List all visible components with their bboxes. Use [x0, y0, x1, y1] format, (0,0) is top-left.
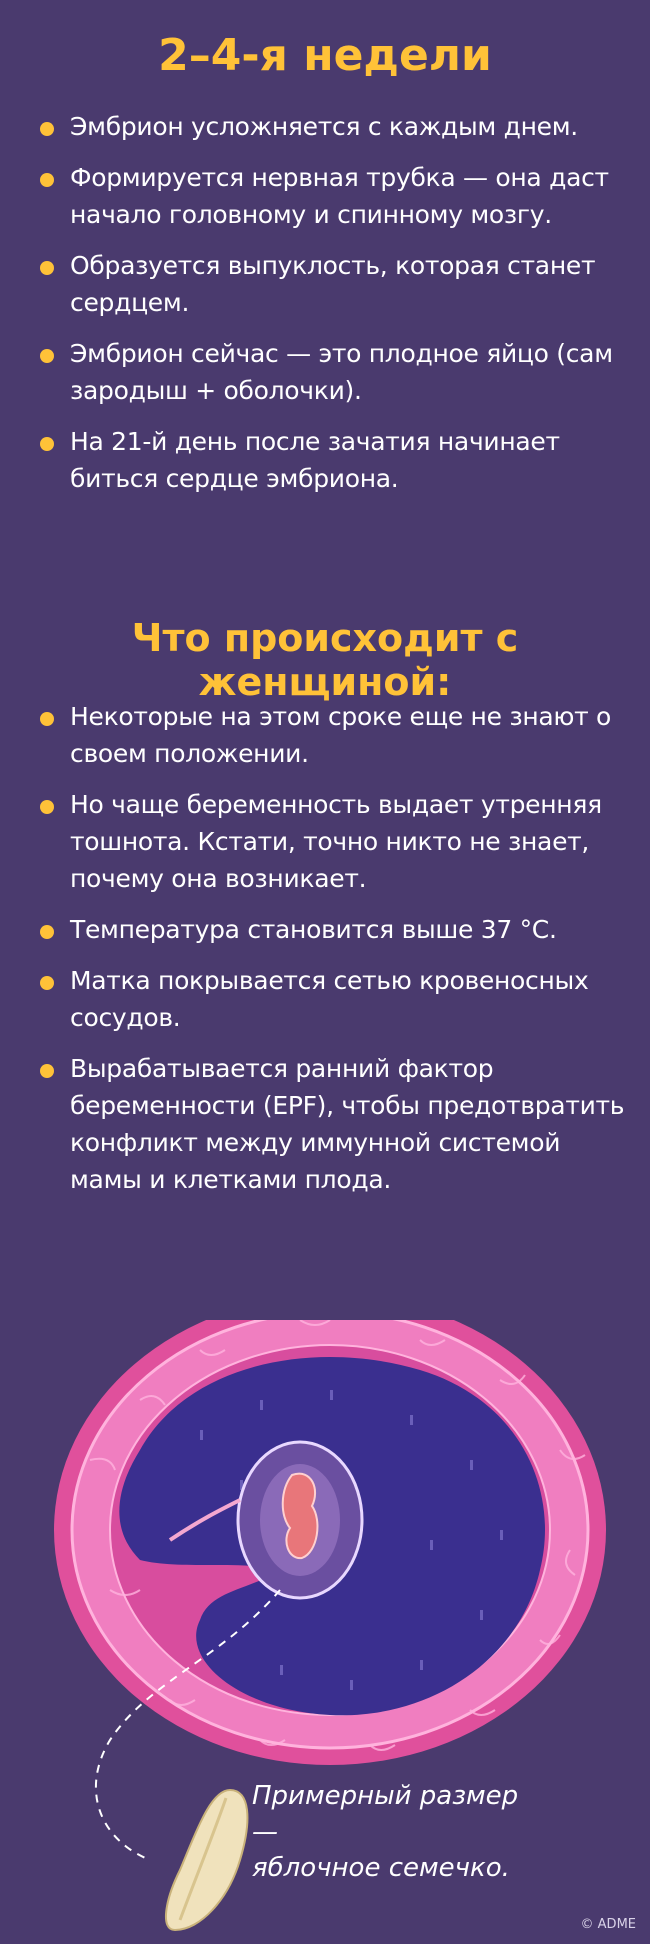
embryo-facts-list	[40, 108, 630, 511]
list-item: Матка покрывается сетью кровеносных сосудов.	[40, 962, 630, 1036]
apple-seed-icon	[166, 1790, 247, 1930]
list-item: Температура становится выше 37 °С.	[40, 911, 630, 948]
list-item: Но чаще беременность выдает утренняя тошнота. Кстати, точно никто не знает, почему она возникает.	[40, 786, 630, 897]
size-caption	[252, 1778, 552, 1886]
list-item: Вырабатывается ранний фактор беременности (EPF), чтобы предотвратить конфликт между иммунной системой мамы и клетками плода.	[40, 1050, 630, 1198]
caption-line: Примерный размер —	[252, 1781, 519, 1847]
section-title-woman: Что происходит с женщиной:	[131, 616, 519, 704]
list-item: Эмбрион усложняется с каждым днем.	[40, 108, 630, 145]
copyright-label: © ADME	[580, 1917, 636, 1932]
list-item: Образуется выпуклость, которая станет сердцем.	[40, 247, 630, 321]
caption-line: яблочное семечко.	[252, 1853, 510, 1883]
woman-facts-list	[40, 698, 630, 1212]
list-item: Эмбрион сейчас — это плодное яйцо (сам зародыш + оболочки).	[40, 335, 630, 409]
section-title-weeks: 2–4-я недели	[158, 30, 492, 81]
list-item: Некоторые на этом сроке еще не знают о своем положении.	[40, 698, 630, 772]
list-item: Формируется нервная трубка — она даст начало головному и спинному мозгу.	[40, 159, 630, 233]
list-item: На 21-й день после зачатия начинает биться сердце эмбриона.	[40, 423, 630, 497]
